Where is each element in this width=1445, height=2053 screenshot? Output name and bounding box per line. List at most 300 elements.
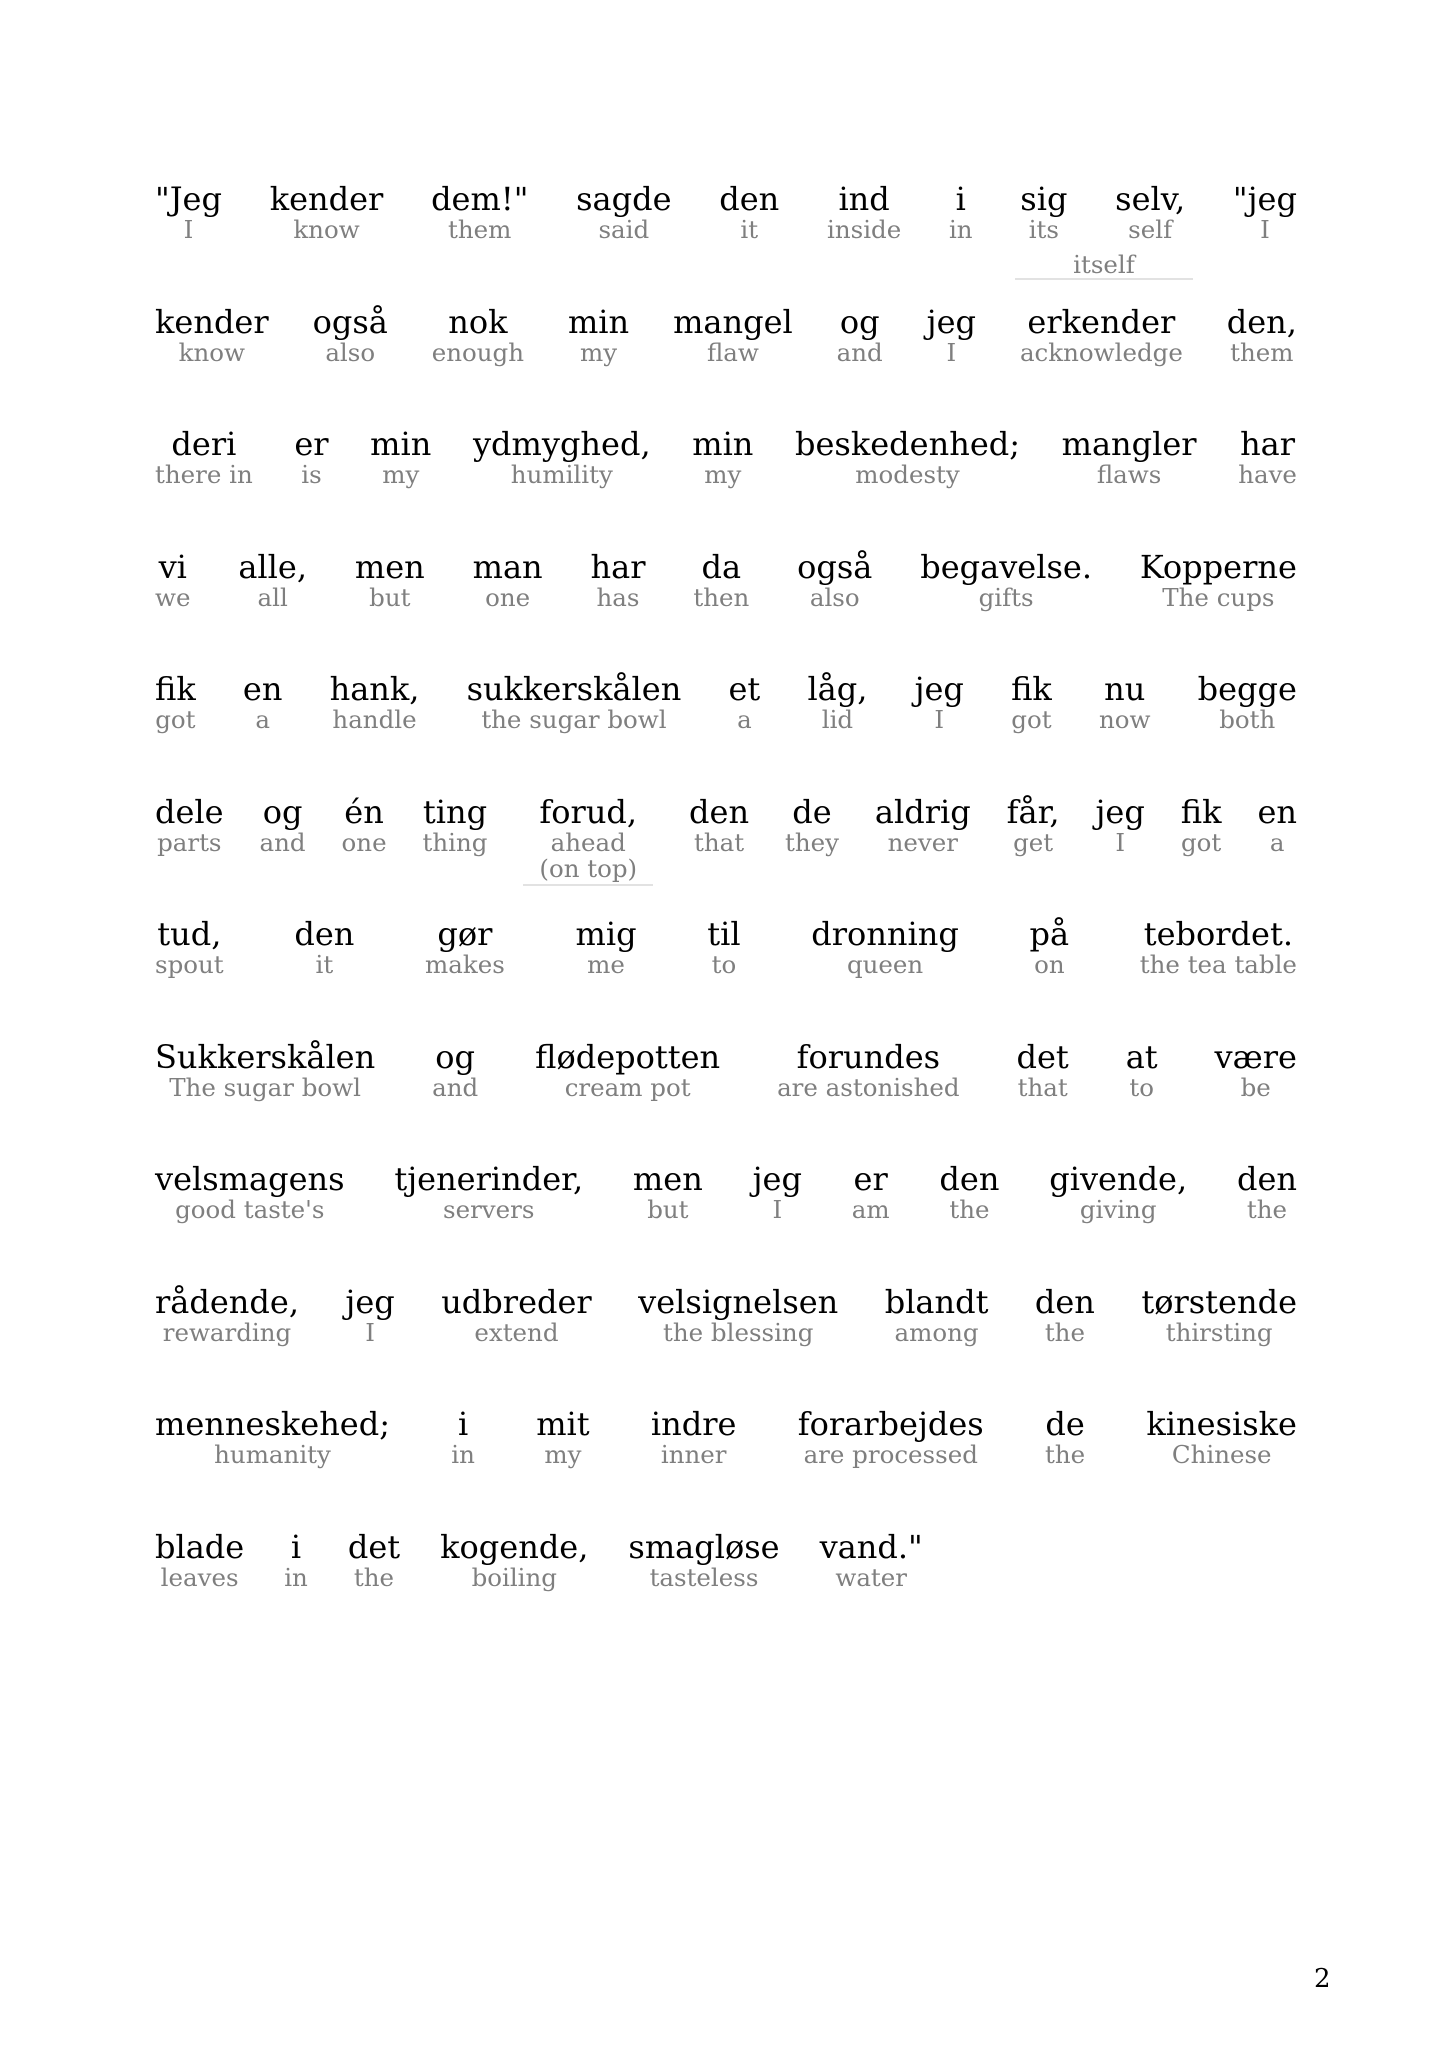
word-pair bbox=[155, 1529, 244, 1591]
gloss: ahead bbox=[550, 828, 626, 857]
danish-word: til bbox=[707, 915, 741, 953]
danish-word: har bbox=[590, 548, 646, 586]
word-pair bbox=[576, 181, 671, 243]
gloss: handle bbox=[332, 705, 417, 734]
danish-word: og bbox=[262, 793, 303, 831]
danish-word: mig bbox=[575, 915, 637, 953]
danish-word: fik bbox=[1180, 793, 1222, 831]
danish-word: jeg bbox=[345, 1283, 395, 1321]
gloss: flaw bbox=[706, 338, 759, 367]
gloss: cream pot bbox=[564, 1073, 691, 1102]
gloss: a bbox=[737, 705, 752, 734]
gloss: that bbox=[694, 828, 745, 857]
word-pair bbox=[719, 181, 779, 243]
danish-word: hank, bbox=[329, 670, 420, 708]
word-pair bbox=[1011, 671, 1052, 733]
danish-word: forarbejdes bbox=[797, 1405, 984, 1443]
gloss: is bbox=[301, 460, 322, 489]
gloss: I bbox=[934, 705, 945, 734]
word-pair bbox=[915, 671, 964, 733]
word-pair bbox=[155, 304, 269, 366]
gloss: self bbox=[1128, 215, 1173, 244]
gloss: one bbox=[341, 828, 387, 857]
danish-word: blade bbox=[155, 1528, 245, 1566]
gloss: the bbox=[1246, 1195, 1288, 1224]
danish-word: de bbox=[792, 793, 832, 831]
danish-word: dem!" bbox=[431, 180, 529, 218]
word-pair bbox=[155, 1284, 299, 1346]
danish-word: erkender bbox=[1027, 303, 1176, 341]
word-pair bbox=[1141, 1284, 1297, 1346]
gloss: the bbox=[949, 1195, 990, 1224]
word-pair bbox=[355, 549, 425, 611]
danish-word: mangler bbox=[1061, 425, 1197, 463]
gloss: but bbox=[647, 1195, 689, 1224]
gloss: know bbox=[293, 215, 360, 244]
gloss: I bbox=[183, 215, 194, 244]
danish-word: kender bbox=[155, 303, 269, 341]
danish-word: at bbox=[1125, 1038, 1158, 1076]
word-pair bbox=[155, 1039, 375, 1101]
word-pair bbox=[155, 549, 190, 611]
danish-word: smagløse bbox=[628, 1528, 780, 1566]
word-pair bbox=[441, 1284, 592, 1346]
word-pair bbox=[155, 1161, 345, 1223]
gloss: in bbox=[948, 215, 973, 244]
danish-word: indre bbox=[650, 1405, 737, 1443]
word-pair bbox=[155, 794, 224, 856]
gloss: acknowledge bbox=[1019, 338, 1183, 367]
gloss: The sugar bowl bbox=[169, 1073, 361, 1102]
word-pair bbox=[1257, 794, 1297, 856]
danish-word: vand." bbox=[819, 1528, 923, 1566]
danish-word: sukkerskålen bbox=[466, 670, 682, 708]
danish-word: dronning bbox=[811, 915, 959, 953]
gloss: know bbox=[178, 338, 245, 367]
gloss: my bbox=[544, 1440, 582, 1469]
gloss: flaws bbox=[1096, 460, 1162, 489]
danish-word: tud, bbox=[157, 915, 222, 953]
word-pair bbox=[1020, 181, 1067, 243]
danish-word: nok bbox=[448, 303, 508, 341]
word-pair bbox=[689, 794, 749, 856]
danish-word: på bbox=[1029, 915, 1070, 953]
gloss: never bbox=[887, 828, 958, 857]
word-pair bbox=[1227, 304, 1297, 366]
gloss: in bbox=[284, 1563, 308, 1592]
word-pair bbox=[939, 1161, 999, 1223]
danish-word: ydmyghed, bbox=[472, 425, 651, 463]
word-pair bbox=[1099, 671, 1151, 733]
danish-word: alle, bbox=[238, 548, 307, 586]
word-pair bbox=[753, 1161, 802, 1223]
word-pair bbox=[423, 794, 488, 856]
text-line-2 bbox=[155, 304, 1297, 366]
word-pair bbox=[294, 426, 328, 488]
gloss: also bbox=[809, 583, 860, 612]
danish-word: da bbox=[701, 548, 742, 586]
word-pair bbox=[473, 426, 651, 488]
gloss: tasteless bbox=[649, 1563, 759, 1592]
danish-word: menneskehed; bbox=[155, 1405, 390, 1443]
word-pair bbox=[1146, 1406, 1297, 1468]
word-pair bbox=[798, 1406, 984, 1468]
danish-word: deri bbox=[171, 425, 237, 463]
gloss: the sugar bowl bbox=[481, 705, 667, 734]
danish-word: og bbox=[839, 303, 880, 341]
gloss: also bbox=[325, 338, 376, 367]
gloss: a bbox=[255, 705, 270, 734]
word-pair bbox=[155, 181, 222, 243]
phrase-gloss: itself bbox=[1015, 252, 1193, 280]
danish-word: tebordet. bbox=[1143, 915, 1293, 953]
danish-word: også bbox=[797, 548, 873, 586]
gloss: extend bbox=[474, 1318, 559, 1347]
text-line-6 bbox=[155, 794, 1297, 886]
gloss: then bbox=[693, 583, 750, 612]
word-pair bbox=[875, 794, 971, 856]
word-pair bbox=[243, 671, 283, 733]
danish-word: blandt bbox=[884, 1283, 989, 1321]
word-pair bbox=[852, 1161, 890, 1223]
word-pair bbox=[827, 181, 901, 243]
danish-word: kender bbox=[269, 180, 384, 218]
word-pair bbox=[1215, 1039, 1297, 1101]
gloss: humanity bbox=[214, 1440, 331, 1469]
gloss: both bbox=[1219, 705, 1276, 734]
danish-word: min bbox=[692, 425, 754, 463]
word-pair bbox=[313, 304, 388, 366]
word-pair bbox=[330, 671, 420, 733]
danish-word: flødepotten bbox=[535, 1038, 721, 1076]
text-line-8 bbox=[155, 1039, 1297, 1101]
word-pair bbox=[651, 1406, 737, 1468]
danish-word: udbreder bbox=[441, 1283, 592, 1321]
danish-word: være bbox=[1214, 1038, 1297, 1076]
gloss: makes bbox=[425, 950, 505, 979]
word-pair bbox=[673, 304, 793, 366]
text-line-11 bbox=[155, 1406, 1297, 1468]
word-pair bbox=[1035, 1284, 1095, 1346]
gloss: enough bbox=[431, 338, 525, 367]
gloss: now bbox=[1098, 705, 1151, 734]
gloss: got bbox=[155, 705, 196, 734]
word-pair bbox=[345, 1284, 394, 1346]
gloss: all bbox=[257, 583, 288, 612]
danish-word: jeg bbox=[752, 1160, 802, 1198]
danish-word: den, bbox=[1226, 303, 1297, 341]
gloss: gifts bbox=[978, 583, 1034, 612]
word-pair bbox=[260, 794, 306, 856]
danish-word: fik bbox=[155, 670, 196, 708]
text-line-10 bbox=[155, 1284, 1297, 1346]
gloss: the blessing bbox=[663, 1318, 814, 1347]
word-pair bbox=[1062, 426, 1197, 488]
word-pair bbox=[1030, 916, 1070, 978]
danish-word: beskedenhed; bbox=[795, 425, 1021, 463]
gloss: to bbox=[1129, 1073, 1154, 1102]
danish-word: én bbox=[344, 793, 384, 831]
word-pair bbox=[693, 549, 749, 611]
word-pair bbox=[1140, 916, 1297, 978]
gloss: humility bbox=[510, 460, 613, 489]
danish-word: også bbox=[312, 303, 388, 341]
gloss: I bbox=[365, 1318, 375, 1347]
danish-word: tjenerinder, bbox=[394, 1160, 584, 1198]
gloss: thing bbox=[422, 828, 488, 857]
danish-word: velsmagens bbox=[155, 1160, 345, 1198]
word-pair bbox=[348, 1529, 400, 1591]
gloss: got bbox=[1180, 828, 1222, 857]
danish-word: den bbox=[719, 180, 780, 218]
text-line-7 bbox=[155, 916, 1297, 978]
gloss: inner bbox=[660, 1440, 727, 1469]
danish-word: Kopperne bbox=[1139, 548, 1297, 586]
word-pair bbox=[920, 549, 1092, 611]
gloss: I bbox=[1115, 828, 1125, 857]
word-pair bbox=[1017, 1039, 1069, 1101]
danish-word: kinesiske bbox=[1146, 1405, 1297, 1443]
danish-word: de bbox=[1045, 1405, 1085, 1443]
word-pair bbox=[785, 794, 839, 856]
gloss: spout bbox=[155, 950, 224, 979]
danish-word: begge bbox=[1197, 670, 1297, 708]
text-line-4 bbox=[155, 549, 1297, 611]
word-pair bbox=[536, 1406, 589, 1468]
word-pair bbox=[1126, 1039, 1158, 1101]
danish-word: forud, bbox=[539, 793, 638, 831]
word-pair bbox=[1049, 1161, 1187, 1223]
gloss: I bbox=[772, 1195, 783, 1224]
word-pair bbox=[927, 304, 976, 366]
gloss: them bbox=[1230, 338, 1294, 367]
gloss: but bbox=[369, 583, 411, 612]
gloss: am bbox=[851, 1195, 890, 1224]
danish-word: og bbox=[435, 1038, 476, 1076]
word-pair bbox=[294, 916, 354, 978]
gloss: The cups bbox=[1162, 583, 1275, 612]
danish-word: men bbox=[354, 548, 425, 586]
danish-word: jeg bbox=[914, 670, 964, 708]
danish-word: forundes bbox=[796, 1038, 941, 1076]
gloss: leaves bbox=[160, 1563, 239, 1592]
danish-word: fik bbox=[1011, 670, 1052, 708]
danish-word: Sukkerskålen bbox=[155, 1038, 376, 1076]
danish-word: mangel bbox=[673, 303, 793, 341]
danish-word: det bbox=[347, 1528, 401, 1566]
danish-word: kogende, bbox=[440, 1528, 589, 1566]
word-pair bbox=[728, 671, 760, 733]
gloss: me bbox=[587, 950, 625, 979]
gloss: and bbox=[259, 828, 306, 857]
danish-word: begavelse. bbox=[920, 548, 1092, 586]
danish-word: sagde bbox=[576, 180, 672, 218]
gloss: it bbox=[740, 215, 759, 244]
danish-word: nu bbox=[1104, 670, 1146, 708]
danish-word: den bbox=[294, 915, 355, 953]
word-pair bbox=[811, 916, 959, 978]
text-line-9 bbox=[155, 1161, 1297, 1223]
gloss: has bbox=[596, 583, 640, 612]
word-pair bbox=[576, 916, 637, 978]
gloss: there in bbox=[155, 460, 253, 489]
word-pair bbox=[1181, 794, 1222, 856]
danish-word: er bbox=[294, 425, 329, 463]
danish-word: tørstende bbox=[1141, 1283, 1297, 1321]
gloss: and bbox=[432, 1073, 479, 1102]
page-number: 2 bbox=[1314, 1964, 1331, 1994]
word-pair bbox=[238, 549, 307, 611]
word-pair bbox=[473, 549, 543, 611]
word-pair bbox=[949, 181, 973, 243]
gloss: one bbox=[485, 583, 531, 612]
gloss: in bbox=[451, 1440, 475, 1469]
gloss: the bbox=[1044, 1318, 1085, 1347]
gloss: servers bbox=[443, 1195, 535, 1224]
word-pair bbox=[467, 671, 682, 733]
gloss: to bbox=[711, 950, 737, 979]
word-pair bbox=[1233, 181, 1297, 243]
danish-word: vi bbox=[158, 548, 187, 586]
word-pair bbox=[797, 549, 872, 611]
word-pair bbox=[837, 304, 883, 366]
gloss: be bbox=[1240, 1073, 1271, 1102]
gloss: its bbox=[1028, 215, 1059, 244]
gloss: thirsting bbox=[1165, 1318, 1273, 1347]
danish-word: min bbox=[370, 425, 432, 463]
word-pair bbox=[885, 1284, 989, 1346]
danish-word: ting bbox=[422, 793, 488, 831]
danish-word: dele bbox=[155, 793, 224, 831]
word-pair bbox=[568, 304, 629, 366]
gloss: have bbox=[1238, 460, 1297, 489]
gloss: on bbox=[1034, 950, 1065, 979]
word-pair bbox=[342, 794, 387, 856]
gloss: among bbox=[894, 1318, 979, 1347]
danish-word: et bbox=[728, 670, 761, 708]
gloss: it bbox=[315, 950, 334, 979]
gloss: parts bbox=[157, 828, 222, 857]
gloss: boiling bbox=[471, 1563, 557, 1592]
gloss: lid bbox=[821, 705, 854, 734]
word-pair bbox=[425, 916, 505, 978]
text-line-12 bbox=[155, 1529, 1297, 1591]
danish-word: givende, bbox=[1049, 1160, 1188, 1198]
danish-word: i bbox=[457, 1405, 469, 1443]
word-pair bbox=[628, 1529, 779, 1591]
danish-word: en bbox=[242, 670, 283, 708]
danish-word: ind bbox=[838, 180, 890, 218]
gloss: that bbox=[1017, 1073, 1068, 1102]
gloss: queen bbox=[846, 950, 924, 979]
danish-word: "jeg bbox=[1232, 180, 1297, 218]
word-pair bbox=[1045, 1406, 1085, 1468]
word-pair bbox=[591, 549, 646, 611]
gloss: modesty bbox=[855, 460, 960, 489]
danish-word: man bbox=[472, 548, 543, 586]
danish-word: i bbox=[955, 180, 966, 218]
word-pair bbox=[155, 1406, 390, 1468]
gloss: the bbox=[1045, 1440, 1086, 1469]
danish-word: låg, bbox=[807, 670, 868, 708]
word-pair bbox=[284, 1529, 308, 1591]
word-pair bbox=[155, 426, 253, 488]
gloss: got bbox=[1011, 705, 1052, 734]
danish-word: er bbox=[853, 1160, 888, 1198]
danish-word: sig bbox=[1020, 180, 1068, 218]
word-pair bbox=[1095, 794, 1144, 856]
danish-word: aldrig bbox=[874, 793, 971, 831]
danish-word: min bbox=[567, 303, 630, 341]
text-line-1 bbox=[155, 181, 1297, 243]
gloss: rewarding bbox=[162, 1318, 292, 1347]
word-pair bbox=[535, 1039, 720, 1101]
danish-word: "Jeg bbox=[155, 180, 222, 218]
danish-word: får, bbox=[1006, 793, 1060, 831]
word-pair bbox=[633, 1161, 703, 1223]
word-pair bbox=[707, 916, 740, 978]
word-pair bbox=[451, 1406, 475, 1468]
word-pair bbox=[432, 1039, 478, 1101]
word-pair bbox=[431, 181, 528, 243]
word-pair bbox=[432, 304, 524, 366]
gloss: are processed bbox=[803, 1440, 978, 1469]
word-pair bbox=[1020, 304, 1183, 366]
gloss: good taste's bbox=[175, 1195, 325, 1224]
gloss: they bbox=[785, 828, 839, 857]
danish-word: i bbox=[290, 1528, 302, 1566]
gloss: Chinese bbox=[1171, 1440, 1272, 1469]
danish-word: rådende, bbox=[155, 1283, 299, 1321]
word-pair bbox=[777, 1039, 960, 1101]
danish-word: har bbox=[1240, 425, 1296, 463]
gloss: inside bbox=[827, 215, 902, 244]
danish-word: jeg bbox=[1095, 793, 1145, 831]
danish-word: men bbox=[632, 1160, 703, 1198]
word-pair bbox=[440, 1529, 588, 1591]
gloss: get bbox=[1013, 828, 1054, 857]
gloss: my bbox=[580, 338, 618, 367]
word-pair bbox=[1238, 426, 1297, 488]
word-pair bbox=[1007, 794, 1060, 856]
word-pair bbox=[638, 1284, 838, 1346]
danish-word: jeg bbox=[926, 303, 977, 341]
word-pair bbox=[820, 1529, 923, 1591]
danish-word: mit bbox=[536, 1405, 590, 1443]
danish-word: velsignelsen bbox=[638, 1283, 839, 1321]
word-pair bbox=[370, 426, 431, 488]
danish-word: den bbox=[689, 793, 750, 831]
word-pair bbox=[807, 671, 867, 733]
gloss: said bbox=[598, 215, 650, 244]
gloss: them bbox=[448, 215, 512, 244]
word-pair bbox=[795, 426, 1020, 488]
danish-word: den bbox=[1034, 1283, 1095, 1321]
gloss: the bbox=[353, 1563, 395, 1592]
gloss: giving bbox=[1079, 1195, 1157, 1224]
gloss: my bbox=[704, 460, 742, 489]
gloss: and bbox=[836, 338, 883, 367]
word-pair bbox=[1237, 1161, 1297, 1223]
word-pair bbox=[523, 794, 653, 886]
gloss-alternate: (on top) bbox=[523, 856, 653, 886]
danish-word: selv, bbox=[1115, 180, 1186, 218]
word-pair bbox=[1198, 671, 1297, 733]
word-pair bbox=[692, 426, 753, 488]
text-line-5 bbox=[155, 671, 1297, 733]
gloss: we bbox=[155, 583, 191, 612]
gloss: are astonished bbox=[777, 1073, 960, 1102]
